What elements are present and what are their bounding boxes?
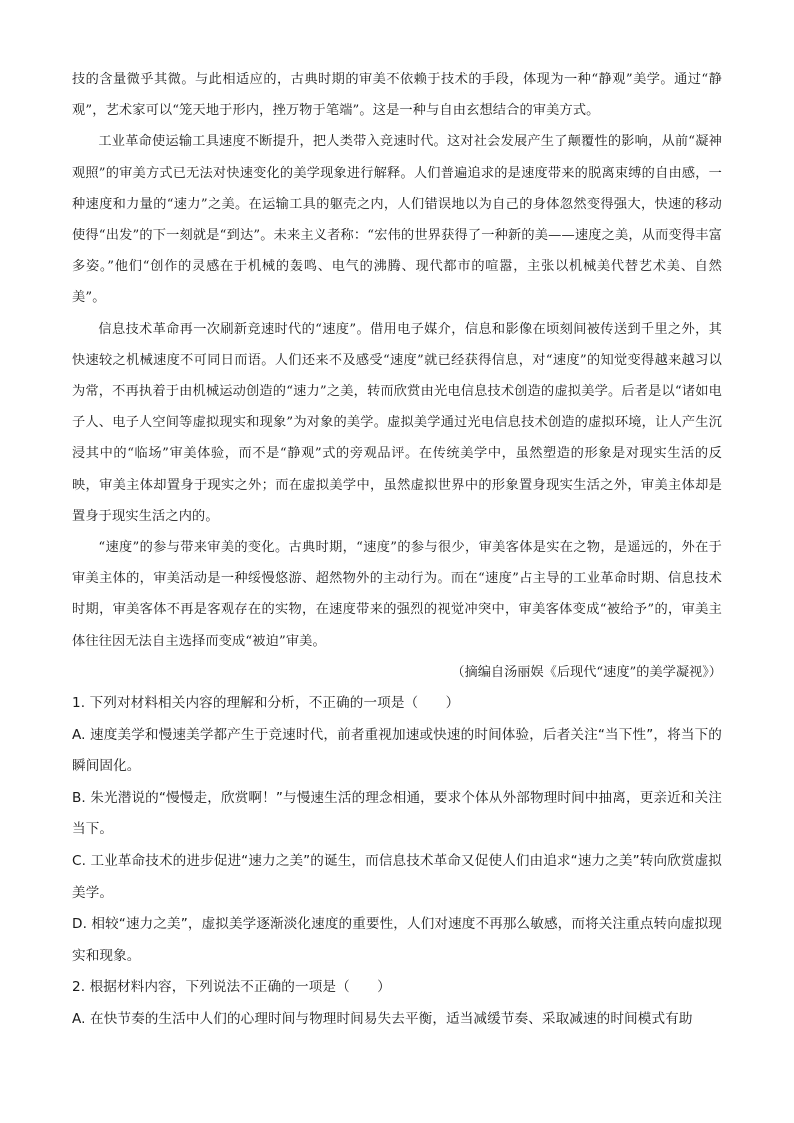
passage-paragraph: 工业革命使运输工具速度不断提升，把人类带入竞速时代。这对社会发展产生了颠覆性的影响，从前“凝神观照”的审美方式已无法对快速变化的美学现象进行解释。人们普遍追求的是速度带来的脱离束缚的自由感，一种速度和力量的“速力”之美。在运输工具的躯壳之内，人们错误地以为自己的身体忽然变得强大，快速的移动使得“出发”的下一刻就是“到达”。未来主义者称：“宏伟的世界获得了一种新的美——速度之美，从而变得丰富多姿。”他们“创作的灵感在于机械的轰鸣、电气的沸腾、现代都市的喧嚣，主张以机械美代替艺术美、自然美”。 — [72, 134, 722, 306]
passage-paragraph: 技的含量微乎其微。与此相适应的，古典时期的审美不依赖于技术的手段，体现为一种“静观”美学。通过“静观”，艺术家可以“笼天地于形内，挫万物于笔端”。这是一种与自由玄想结合的审美方式。 — [72, 72, 722, 119]
passage-paragraph: 信息技术革命再一次刷新竞速时代的“速度”。借用电子媒介，信息和影像在顷刻间被传送到千里之外，其快速较之机械速度不可同日而语。人们还来不及感受“速度”就已经获得信息，对“速度”的知觉变得越来越习以为常，不再执着于由机械运动创造的“速力”之美，转而欣赏由光电信息技术创造的虚拟美学。后者是以“诸如电子人、电子人空间等虚拟现实和现象”为对象的美学。虚拟美学通过光电信息技术创造的虚拟环境，让人产生沉浸其中的“临场”审美体验，而不是“静观”式的旁观品评。在传统美学中，虽然塑造的形象是对现实生活的反映，审美主体却置身于现实之外；而在虚拟美学中，虽然虚拟世界中的形象置身现实生活之外，审美主体却是置身于现实生活之内的。 — [72, 321, 722, 524]
question-2-option-a: A. 在快节奏的生活中人们的心理时间与物理时间易失去平衡，适当减缓节奏、采取减速的时间模式有助 — [72, 1011, 693, 1027]
question-1-option-d: D. 相较“速力之美”，虚拟美学逐渐淡化速度的重要性，人们对速度不再那么敏感，而将关注重点转向虚拟现实和现象。 — [72, 916, 722, 964]
question-1-option-a: A. 速度美学和慢速美学都产生于竞速时代，前者重视加速或快速的时间体验，后者关注“当下性”，将当下的瞬间固化。 — [72, 726, 722, 775]
passage-source: （摘编自汤丽娱《后现代“速度”的美学凝视》） — [451, 664, 722, 680]
question-1-stem: 1. 下列对材料相关内容的理解和分析，不正确的一项是（ ） — [72, 695, 460, 712]
page-content — [72, 64, 722, 1036]
passage-paragraph: “速度”的参与带来审美的变化。古典时期，“速度”的参与很少，审美客体是实在之物，是遥远的，外在于审美主体的，审美活动是一种绥慢悠游、超然物外的主动行为。而在“速度”占主导的工业革命时期、信息技术时期，审美客体不再是客观存在的实物，在速度带来的强烈的视觉冲突中，审美客体变成“被给予”的，审美主体往往因无法自主选择而变成“被迫”审美。 — [72, 540, 722, 649]
question-1-option-b: B. 朱光潜说的“慢慢走，欣赏啊！”与慢速生活的理念相通，要求个体从外部物理时间中抽离，更亲近和关注当下。 — [72, 789, 722, 838]
question-2-stem: 2. 根据材料内容，下列说法不正确的一项是（ ） — [72, 979, 391, 996]
question-1-option-c: C. 工业革命技术的进步促进“速力之美”的诞生，而信息技术革命又促使人们由追求“速力之美”转向欣赏虚拟美学。 — [72, 853, 722, 901]
